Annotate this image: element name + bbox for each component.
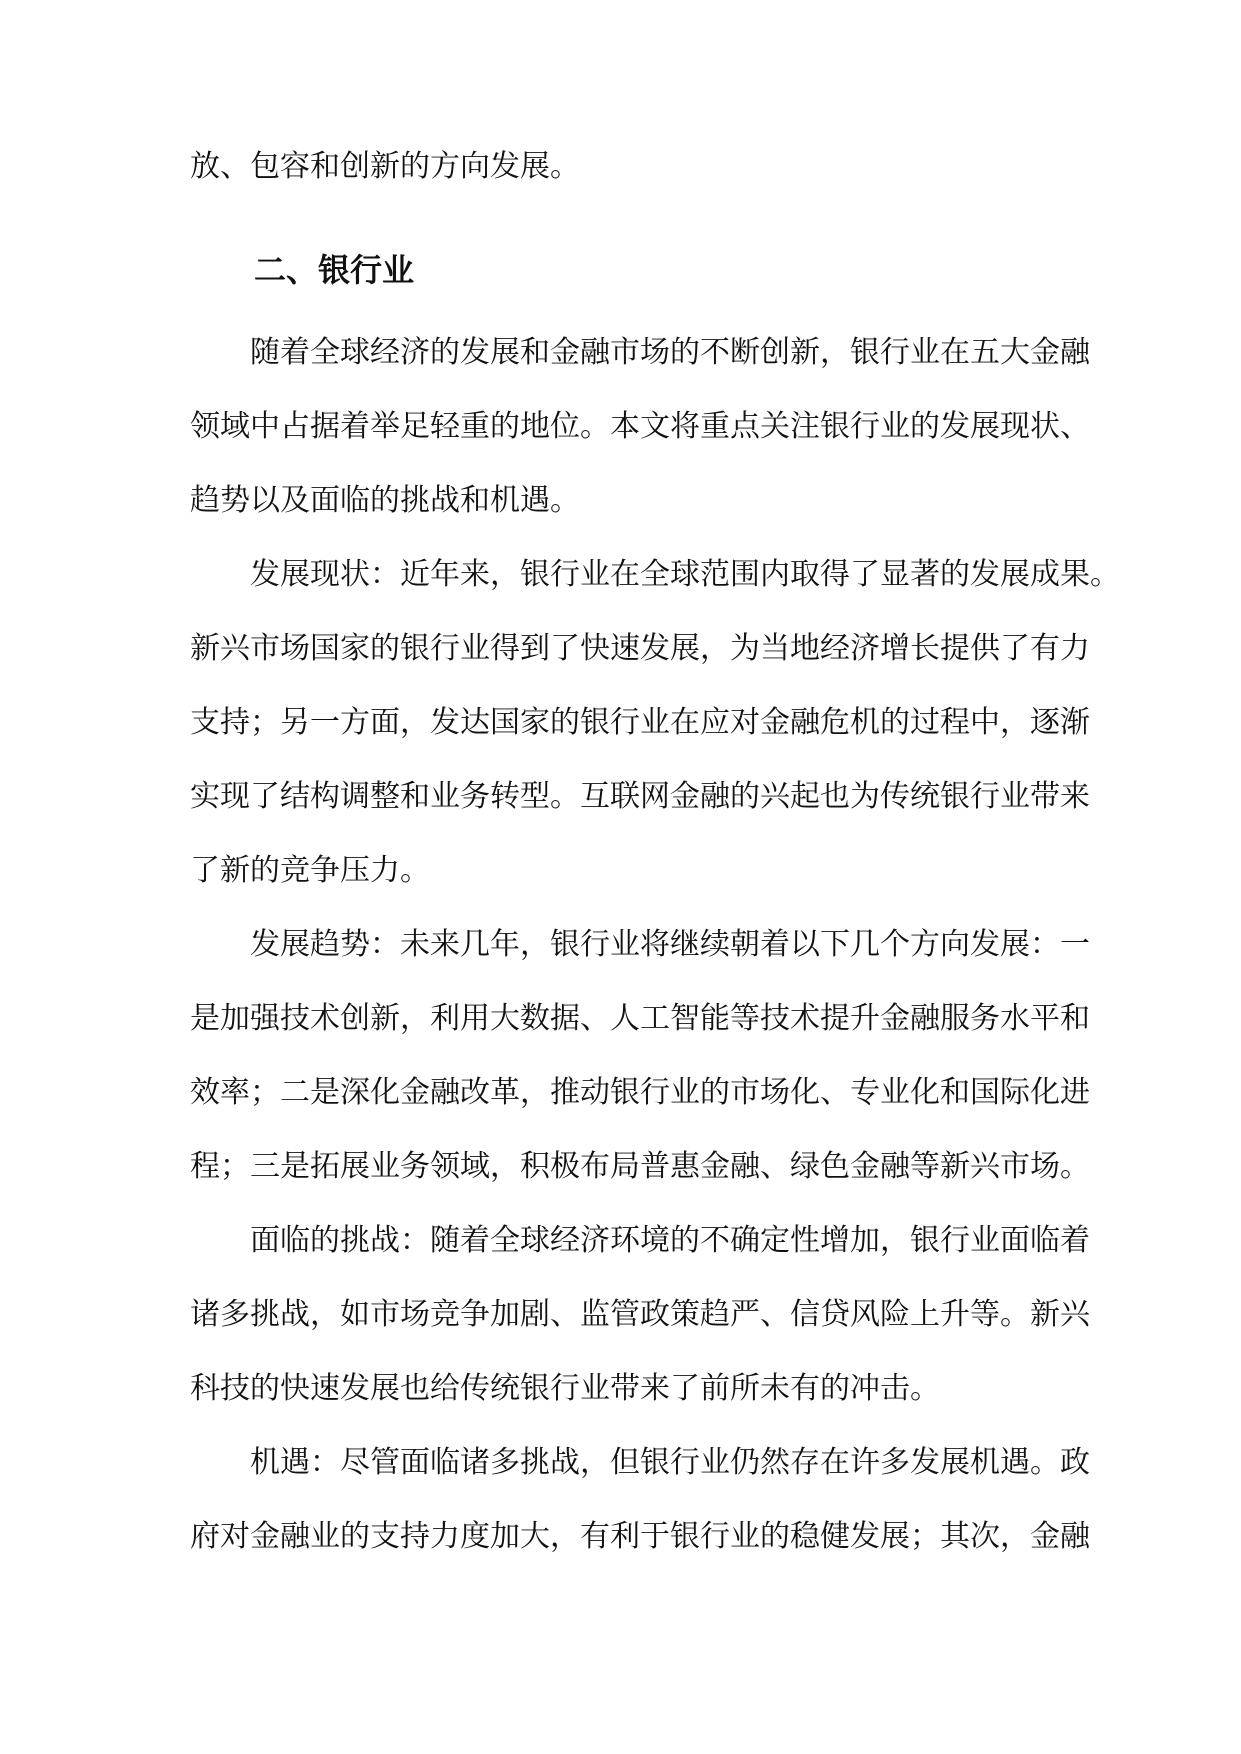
paragraph-opportunities	[190, 1426, 1090, 1574]
text-line: 领域中占据着举足轻重的地位。本文将重点关注银行业的发展现状、	[190, 409, 1090, 444]
text-line: 新兴市场国家的银行业得到了快速发展，为当地经济增长提供了有力	[190, 631, 1090, 666]
text-line: 机遇：尽管面临诸多挑战，但银行业仍然存在许多发展机遇。政	[250, 1445, 1090, 1480]
paragraph-trends	[190, 908, 1090, 1204]
text-line: 了新的竞争压力。	[190, 853, 430, 888]
text-line: 实现了结构调整和业务转型。互联网金融的兴起也为传统银行业带来	[190, 779, 1090, 814]
text-line: 程；三是拓展业务领域，积极布局普惠金融、绿色金融等新兴市场。	[190, 1149, 1090, 1184]
intro-paragraph	[190, 130, 1060, 204]
text-line: 发展趋势：未来几年，银行业将继续朝着以下几个方向发展：一	[250, 927, 1090, 962]
text-line: 趋势以及面临的挑战和机遇。	[190, 483, 580, 518]
text-line: 是加强技术创新，利用大数据、人工智能等技术提升金融服务水平和	[190, 1001, 1090, 1036]
text-line: 支持；另一方面，发达国家的银行业在应对金融危机的过程中，逐渐	[190, 705, 1090, 740]
section-heading: 二、银行业	[254, 251, 415, 289]
text-line: 效率；二是深化金融改革，推动银行业的市场化、专业化和国际化进	[190, 1075, 1090, 1110]
text-line: 科技的快速发展也给传统银行业带来了前所未有的冲击。	[190, 1371, 940, 1406]
text-line: 府对金融业的支持力度加大，有利于银行业的稳健发展；其次，金融	[190, 1519, 1090, 1554]
text-line: 诸多挑战，如市场竞争加剧、监管政策趋严、信贷风险上升等。新兴	[190, 1297, 1090, 1332]
text-line: 放、包容和创新的方向发展。	[190, 149, 580, 184]
paragraph-current-status	[190, 538, 1120, 908]
document-body	[190, 130, 1120, 1574]
paragraph-challenges	[190, 1204, 1090, 1426]
text-line: 面临的挑战：随着全球经济环境的不确定性增加，银行业面临着	[250, 1223, 1090, 1258]
paragraph-overview	[190, 316, 1090, 538]
text-line: 发展现状：近年来，银行业在全球范围内取得了显著的发展成果。	[250, 557, 1120, 592]
text-line: 随着全球经济的发展和金融市场的不断创新，银行业在五大金融	[250, 335, 1090, 370]
